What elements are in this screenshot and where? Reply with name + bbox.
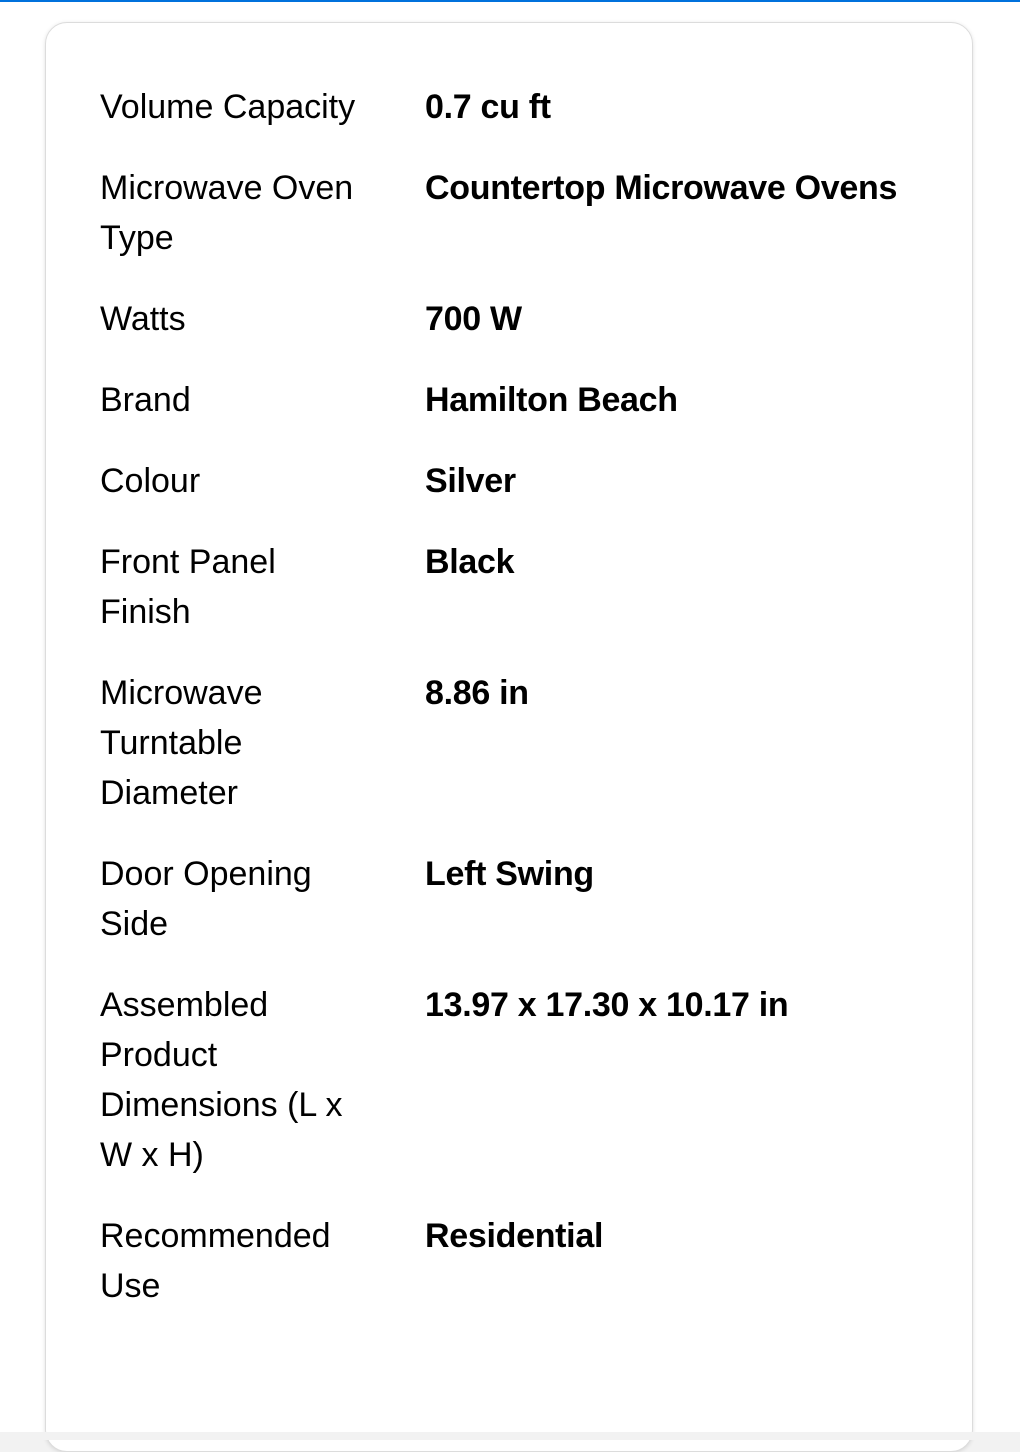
spec-label: Front Panel Finish [100, 543, 276, 631]
spec-row-assembled-dimensions [100, 980, 940, 1180]
spec-value: Black [425, 543, 515, 581]
spec-row-turntable-diameter [100, 668, 940, 818]
top-accent-line [0, 0, 1020, 2]
bottom-strip [0, 1432, 1020, 1440]
spec-row-colour [100, 456, 940, 506]
spec-value: Countertop Microwave Ovens [425, 169, 898, 207]
specifications-list [100, 82, 940, 1342]
spec-label: Recommended Use [100, 1217, 331, 1305]
spec-value: 700 W [425, 300, 522, 338]
spec-row-front-panel-finish [100, 537, 940, 637]
spec-value: Hamilton Beach [425, 381, 678, 419]
spec-value: 0.7 cu ft [425, 88, 551, 126]
spec-row-microwave-oven-type [100, 163, 940, 263]
spec-label: Volume Capacity [100, 88, 356, 126]
spec-value: Silver [425, 462, 516, 500]
spec-row-door-opening-side [100, 849, 940, 949]
spec-label: Colour [100, 462, 201, 500]
spec-row-brand [100, 375, 940, 425]
spec-label: Microwave Turntable Diameter [100, 674, 263, 812]
spec-label: Watts [100, 300, 186, 338]
spec-value: Residential [425, 1217, 604, 1255]
spec-row-watts [100, 294, 940, 344]
spec-value: Left Swing [425, 855, 594, 893]
spec-row-volume-capacity [100, 82, 940, 132]
spec-value: 13.97 x 17.30 x 10.17 in [425, 986, 789, 1024]
spec-value: 8.86 in [425, 674, 529, 712]
spec-row-recommended-use [100, 1211, 940, 1311]
spec-label: Brand [100, 381, 191, 419]
spec-label: Assembled Product Dimensions (L x W x H) [100, 986, 343, 1174]
spec-label: Microwave Oven Type [100, 169, 354, 257]
specifications-card [45, 22, 973, 1452]
spec-label: Door Opening Side [100, 855, 312, 943]
